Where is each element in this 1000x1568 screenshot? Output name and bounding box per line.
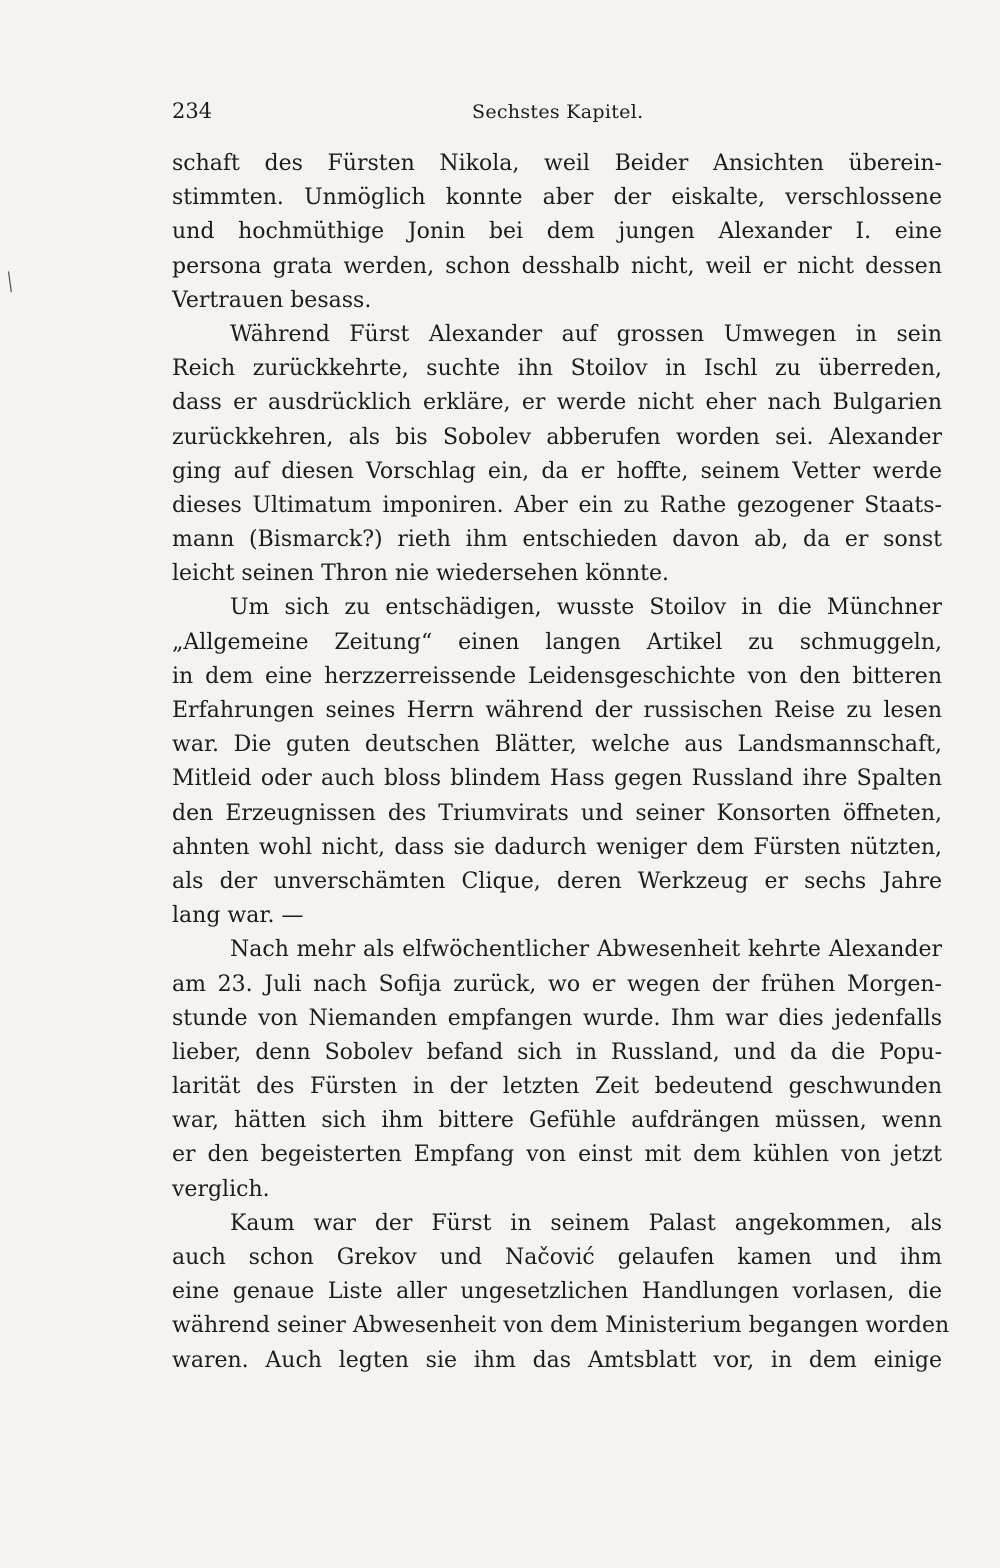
text-line: auch schon Grekov und Načović gelaufen kamen und ihm <box>172 1245 942 1270</box>
text-line: während seiner Abwesenheit von dem Ministerium begangen worden <box>172 1313 950 1339</box>
text-line: war. Die guten deutschen Blätter, welche aus Landsmannschaft, <box>172 732 942 758</box>
text-line: Erfahrungen seines Herrn während der russischen Reise zu lesen <box>172 698 942 723</box>
text-line: dieses Ultimatum imponiren. Aber ein zu Rathe gezogener Staats- <box>172 492 942 518</box>
text-line: er den begeisterten Empfang von einst mit dem kühlen von jetzt <box>172 1142 942 1168</box>
margin-mark: ╱ <box>0 271 20 293</box>
text-line: als der unverschämten Clique, deren Werkzeug er sechs Jahre <box>172 868 942 894</box>
text-line: larität des Fürsten in der letzten Zeit bedeutend geschwunden <box>172 1074 942 1100</box>
text-line: mann (Bismarck?) rieth ihm entschieden davon ab, da er sonst <box>172 527 942 553</box>
text-line: am 23. Juli nach Sofija zurück, wo er wegen der frühen Morgen- <box>172 971 942 997</box>
text-line: persona grata werden, schon desshalb nicht, weil er nicht dessen <box>172 253 942 279</box>
text-line: Kaum war der Fürst in seinem Palast angekommen, als <box>230 1210 942 1236</box>
text-line: stimmten. Unmöglich konnte aber der eiskalte, verschlossene <box>172 185 942 211</box>
text-line: Während Fürst Alexander auf grossen Umwegen in sein <box>230 321 942 347</box>
text-line: eine genaue Liste aller ungesetzlichen Handlungen vorlasen, die <box>172 1279 942 1305</box>
text-line: lang war. — <box>172 903 304 929</box>
running-head: Sechstes Kapitel. <box>472 101 644 123</box>
text-line: Mitleid oder auch bloss blindem Hass gegen Russland ihre Spalten <box>172 766 942 792</box>
text-line: stunde von Niemanden empfangen wurde. Ihm war dies jedenfalls <box>172 1005 942 1031</box>
text-line: zurückkehren, als bis Sobolev abberufen worden sei. Alexander <box>172 424 942 450</box>
text-line: schaft des Fürsten Nikola, weil Beider Ansichten überein- <box>172 151 942 176</box>
text-line: lieber, denn Sobolev befand sich in Russland, und da die Popu- <box>172 1039 942 1065</box>
text-line: in dem eine herzzerreissende Leidensgeschichte von den bitteren <box>172 663 942 689</box>
body-text <box>172 147 950 1378</box>
text-line: war, hätten sich ihm bittere Gefühle aufdrängen müssen, wenn <box>172 1108 942 1134</box>
text-line: waren. Auch legten sie ihm das Amtsblatt vor, in dem einige <box>172 1347 942 1373</box>
page-number: 234 <box>172 99 213 123</box>
text-line: und hochmüthige Jonin bei dem jungen Alexander I. eine <box>172 219 942 245</box>
text-line: Um sich zu entschädigen, wusste Stoilov in die Münchner <box>230 595 942 621</box>
text-line: den Erzeugnissen des Triumvirats und seiner Konsorten öffneten, <box>172 800 942 826</box>
text-line: verglich. <box>172 1176 270 1202</box>
page-header <box>170 99 940 129</box>
text-line: Nach mehr als elfwöchentlicher Abwesenheit kehrte Alexander <box>230 937 942 963</box>
text-line: Vertrauen besass. <box>172 287 372 313</box>
text-line: leicht seinen Thron nie wiedersehen könnte. <box>172 561 670 587</box>
text-line: ahnten wohl nicht, dass sie dadurch weniger dem Fürsten nützten, <box>172 834 942 860</box>
text-line: „Allgemeine Zeitung“ einen langen Artikel zu schmuggeln, <box>172 629 942 655</box>
text-line: dass er ausdrücklich erkläre, er werde nicht eher nach Bulgarien <box>172 390 942 416</box>
text-line: Reich zurückkehrte, suchte ihn Stoilov in Ischl zu überreden, <box>172 356 942 382</box>
text-line: ging auf diesen Vorschlag ein, da er hoffte, seinem Vetter werde <box>172 458 942 484</box>
